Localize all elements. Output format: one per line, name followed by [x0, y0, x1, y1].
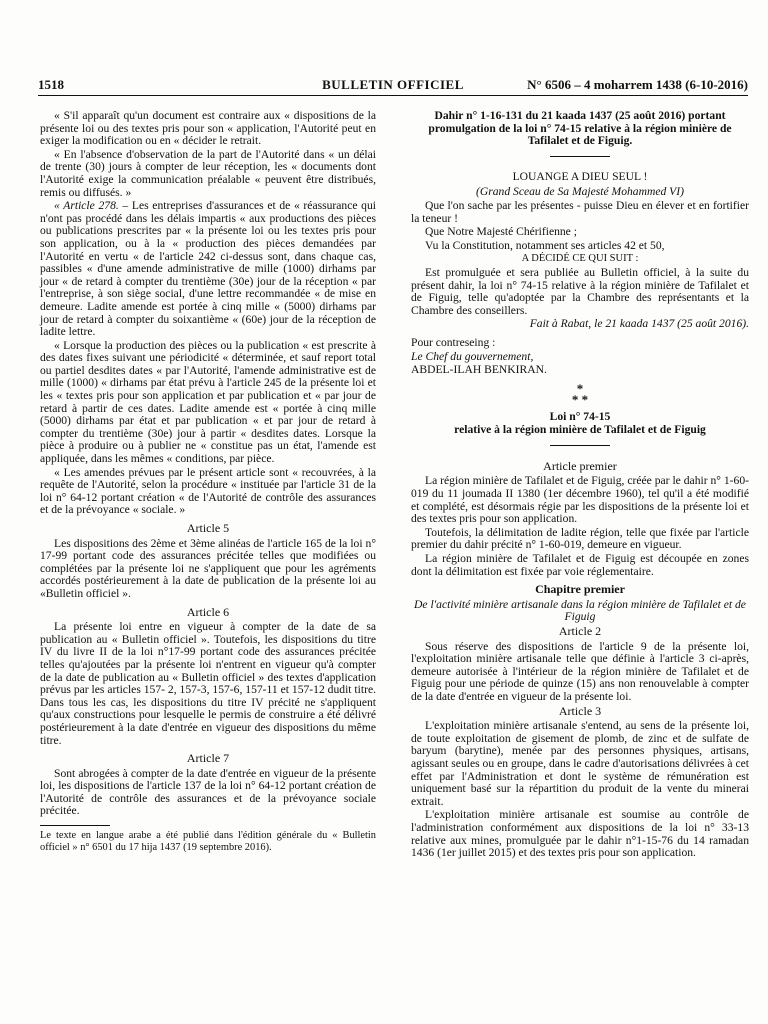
fait-a-rabat: Fait à Rabat, le 21 kaada 1437 (25 août 2016). [529, 317, 749, 331]
article-1-text: La région minière de Tafilalet et de Figuig est découpée en zones dont la délimitation est fixée par voie réglementaire. [411, 552, 749, 578]
paragraph: Est promulguée et sera publiée au Bulletin officiel, à la suite du présent dahir, la loi n° 74-15 relative à la région minière de Tafilalet et de Figuig, telle qu'adoptée par la Chambre des représentants et la Chambre des conseillers. [411, 265, 749, 317]
paragraph: Que l'on sache par les présentes - puisse Dieu en élever et en fortifier la teneur ! [411, 198, 749, 225]
issue-info: N° 6506 – 4 moharrem 1438 (6-10-2016) [527, 77, 748, 92]
louange-heading: LOUANGE A DIEU SEUL ! [512, 169, 648, 183]
paragraph: « En l'absence d'observation de la part de l'Autorité dans « un délai de trente (30) jours à compter de leur réception, les « documents dont l'Autorité exige la communication préalable « peuvent être distribués, remis ou diffusés. » [40, 147, 376, 199]
paragraph: « S'il apparaît qu'un document est contraire aux « dispositions de la présente loi ou des textes pris pour son « application, l'Autorité peut en exiger la modification ou en « décider le retrait. [40, 109, 376, 148]
chef-gouvernement: Le Chef du gouvernement, [411, 349, 534, 363]
law-subtitle: relative à la région minière de Tafilalet et de Figuig [454, 423, 706, 437]
article-7-heading: Article 7 [186, 751, 230, 766]
signatory-name: ABDEL-ILAH BENKIRAN. [411, 363, 547, 377]
section-rule [550, 445, 610, 446]
decide-heading: A DÉCIDÉ CE QUI SUIT : [521, 253, 639, 265]
footnote: Le texte en langue arabe a été publié dans l'édition générale du « Bulletin officiel » n° 6501 du 17 hija 1437 (19 septembre 2016). [40, 830, 376, 853]
article-6-text: La présente loi entre en vigueur à compter de la date de sa publication au « Bulletin officiel ». Toutefois, les dispositions du titre IV du livre II de la loi n°17-99 portant code des assurances précitée telles qu'ajoutées par la présente loi n'entrent en vigueur qu'à compter de la date de publication au « Bulletin officiel » des textes d'application prévus par les articles 157- 2, 157-3, 157-6, 157-11 et 157-12 dudit titre. Dans tous les cas, les dispositions du titre IV précité ne s'appliquent qu'aux constructions pour lesquelle le permis de construire a été délivré postérieurement à la date d'entrée en vigueur des dispositions du même titre. [40, 620, 376, 747]
article-1-text: La région minière de Tafilalet et de Figuig, créée par le dahir n° 1-60-019 du 11 joumada II 1380 (1er décembre 1960), tel qu'il a été modifié et complété, est désormais régie par les dispositions de la présente loi et des textes pris pour son application. [411, 474, 749, 526]
law-title: Loi n° 74-15 [549, 409, 611, 423]
article-3-heading: Article 3 [558, 703, 602, 718]
article-3-text: L'exploitation minière artisanale s'entend, au sens de la présente loi, de toute exploitation de gisement de plomb, de zinc et de sulfate de baryum (barytine), menée par des personnes physiques, artisans, agissant seules ou en groupe, dans le cadre d'autorisations délivrées à cet effet par l'Administration et dont le système de rémunération est uniquement basé sur la répartition du produit de la vente du minerai extrait. [411, 719, 749, 808]
section-rule [550, 156, 610, 157]
separator-stars [411, 380, 749, 407]
page-header [38, 77, 748, 93]
article-3-text: L'exploitation minière artisanale est soumise au contrôle de l'administration conformément aux dispositions de la loi n° 33-13 relative aux mines, promulguée par le dahir n°1-15-76 du 14 ramadan 1436 (1er juillet 2015) et des textes pris pour son application. [411, 808, 749, 860]
contreseing-label: Pour contreseing : [411, 335, 496, 349]
paragraph: « Les amendes prévues par le présent article sont « recouvrées, à la requête de l'Autorité, selon la procédure « instituée par l'article 31 de la loi n° 64-12 portant création « de l'Autorité de contrôle des assurances et de la prévoyance « sociale. » [40, 465, 376, 517]
star-top: * [576, 380, 584, 396]
article-5-text: Les dispositions des 2ème et 3ème alinéas de l'article 165 de la loi n° 17-99 portant code des assurances précitée telles que modifiées ou complétées par la présente loi ne s'appliquent que pour les agréments accordés postérieurement à la date de publication de la présente loi au «Bulletin officiel ». [40, 536, 376, 600]
article-2-heading: Article 2 [558, 624, 602, 638]
dahir-title: Dahir n° 1-16-131 du 21 kaada 1437 (25 août 2016) portant promulgation de la loi n° 74-15 relative à la région minière de Tafilalet et de Figuig. [428, 109, 732, 148]
right-column [411, 110, 749, 861]
chapter-heading: Chapitre premier [535, 582, 625, 597]
chapter-subtitle: De l'activité minière artisanale dans la région minière de Tafilalet et de Figuig [414, 597, 746, 624]
article-1-heading: Article premier [543, 458, 617, 473]
paragraph: Que Notre Majesté Chérifienne ; [425, 225, 577, 239]
article-1-text: Toutefois, la délimitation de ladite région, telle que fixée par l'article premier du dahir précité n° 1-60-019, demeure en vigueur. [411, 525, 749, 552]
article-2-text: Sous réserve des dispositions de l'article 9 de la présente loi, l'exploitation minière artisanale telle que définie à l'article 3 ci-après, demeure autorisée à l'intérieur de la région minière de Tafilalet et de Figuig pour une période de quinze (15) ans non renouvelable à compter de la date d'entrée en vigueur de la présente loi. [411, 639, 749, 703]
article-5-heading: Article 5 [186, 521, 230, 535]
publication-title: BULLETIN OFFICIEL [322, 77, 464, 92]
star-bottom: * * [571, 391, 589, 407]
paragraph: Vu la Constitution, notamment ses articles 42 et 50, [425, 238, 665, 252]
article-278-text: – Les entreprises d'assurances et de « réassurance qui n'ont pas procédé dans les délais impartis « aux productions des pièces ou publications prescrites par « la présente loi ou les textes pris pour son application, ou à la « production des pièces demandées par l'Autorité en vertu « de l'article 242 ci-dessus sont, dans chaque cas, passibles « d'une amende administrative de mille (1000) dirhams par jour « de retard à compter du trentième (30e) jour de la réception « par l'entreprise, à son siège social, d'une lettre recommandée « de mise en demeure. Ladite amende est portée à cinq mille « (5000) dirhams par jour de retard à compter du soixantième « (60e) jour de la réception de ladite lettre. [40, 199, 376, 339]
paragraph [40, 200, 376, 339]
article-278-lead: « Article 278. [54, 199, 119, 213]
page-number: 1518 [38, 77, 64, 92]
article-6-heading: Article 6 [186, 604, 230, 619]
article-7-text: Sont abrogées à compter de la date d'entrée en vigueur de la présente loi, les dispositions de l'article 137 de la loi n° 64-12 portant création de l'Autorité de contrôle des assurances et de la prévoyance sociale précitée. [40, 766, 376, 818]
paragraph: « Lorsque la production des pièces ou la publication « est prescrite à des dates fixes suivant une périodicité « déterminée, et sauf report total ou partiel desdites dates « par l'Autorité, l'amende administrative est de mille (1000) « dirhams par état prévu à l'article 245 de la présente loi et les « textes pris pour son application et par publication et « par jour de retard à partir de ces dates. Ladite amende est « portée à cinq mille (5000) dirhams par état et par publication « et par jour de retard à compter du trentième (30e) jour à partir « desdites dates. Lorsque la pièce à produire ou à publier ne « constitue pas un état, l'amende est appliquée, dans les mêmes « conditions, par pièce. [40, 338, 376, 466]
header-rule [38, 95, 748, 96]
grand-sceau: (Grand Sceau de Sa Majesté Mohammed VI) [476, 185, 684, 199]
left-column [40, 110, 376, 855]
footnote-rule [40, 825, 110, 826]
